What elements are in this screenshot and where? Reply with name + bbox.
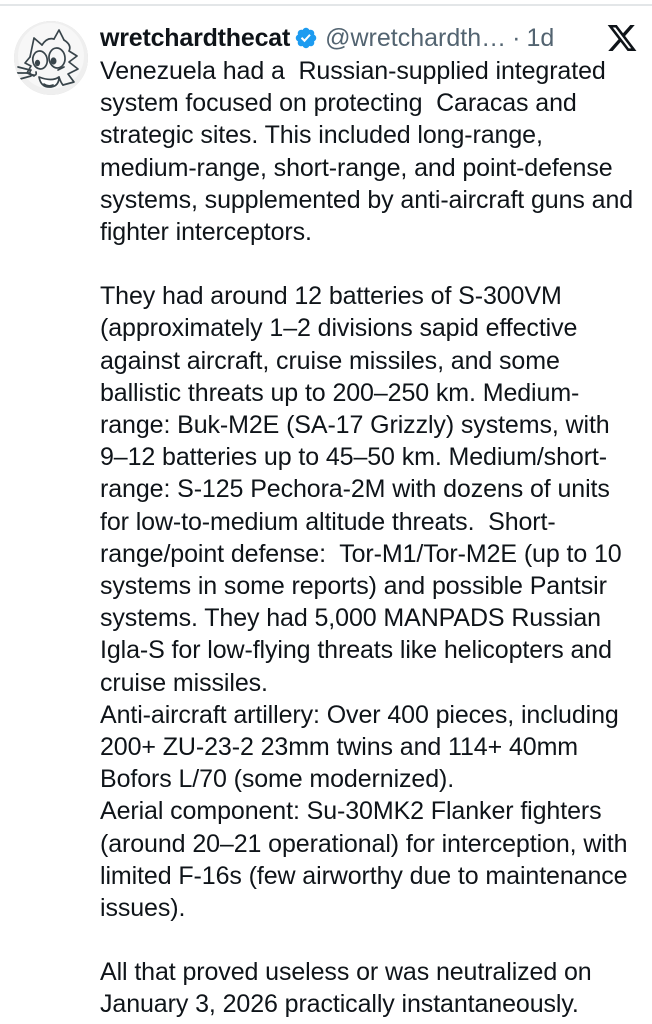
tweet-text-paragraph: Venezuela had a Russian-supplied integrated system focused on protecting Caracas and strategic sites. This included long-range, medium-range, short-range, and point-defense systems, supplemented by anti-aircraft guns and fighter interceptors. — [100, 57, 640, 247]
avatar-column — [14, 21, 88, 1021]
timestamp-separator: · — [512, 24, 521, 52]
tweet-text-paragraph: All that proved useless or was neutralized on January 3, 2026 practically instantaneously. — [100, 958, 599, 1019]
avatar[interactable] — [14, 21, 88, 95]
tweet-header — [100, 21, 638, 55]
author-display-name[interactable]: wretchardthecat — [100, 24, 291, 52]
timestamp[interactable]: 1d — [526, 24, 555, 52]
tweet-text-paragraph: They had around 12 batteries of S-300VM (approximately 1–2 divisions sapid effective against aircraft, cruise missiles, and some ballistic threats up to 200–250 km. Medium-range: Buk-M2E (SA-17 Grizzly) systems, with 9–12 batteries up to 45–50 km. Medium/short-range: S-125 Pechora-2M with dozens of units for low-to-medium altitude threats. Short-range/point defense: Tor-M1/Tor-M2E (up to 10 systems in some reports) and possible Pantsir systems. They had 5,000 MANPADS Russian Igla-S for low-flying threats like helicopters and cruise missiles. — [100, 282, 629, 697]
tweet-text-paragraph: Anti-aircraft artillery: Over 400 pieces, including 200+ ZU-23-2 23mm twins and 114+ 40mm Bofors L/70 (some modernized). — [100, 700, 626, 794]
verified-badge-icon — [294, 26, 318, 50]
cat-sketch-avatar-icon — [14, 21, 88, 95]
tweet-content — [100, 21, 638, 1021]
x-logo-icon[interactable] — [598, 22, 638, 54]
tweet-text — [100, 55, 638, 1021]
author-handle[interactable]: @wretchardth… — [325, 24, 507, 52]
tweet-text-paragraph: Aerial component: Su-30MK2 Flanker fighters (around 20–21 operational) for interception, with limited F-16s (few airworthy due to maintenance issues). — [100, 797, 635, 923]
top-divider — [0, 4, 652, 6]
